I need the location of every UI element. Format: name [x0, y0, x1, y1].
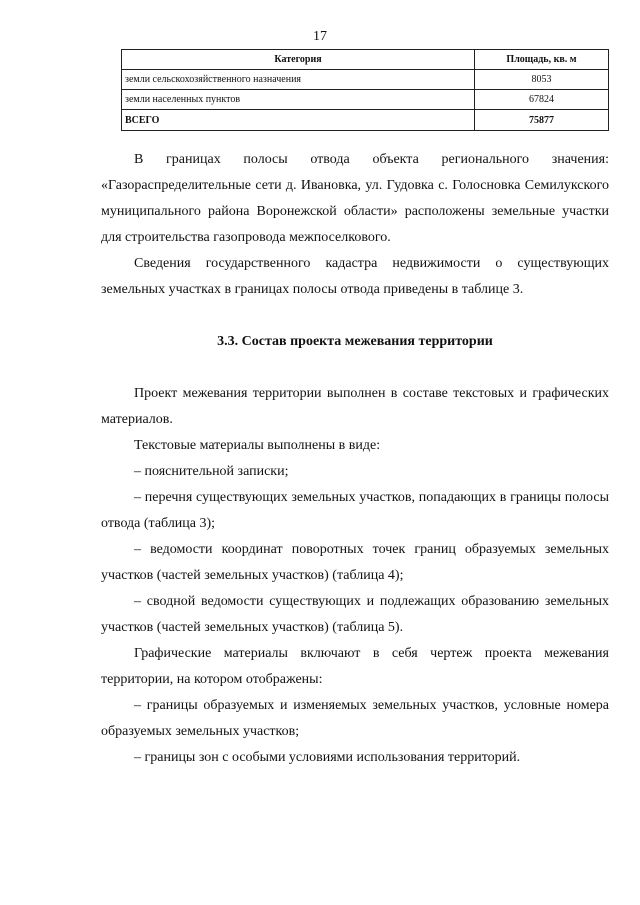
table-total-row — [122, 110, 609, 131]
list-item: – пояснительной записки; — [134, 464, 289, 479]
table-cell-category: земли населенных пунктов — [122, 90, 475, 110]
paragraph-boundaries: В границах полосы отвода объекта регионального значения: «Газораспределительные сети д. Ивановка, ул. Гудовка с. Голосновка Семилукского муниципального района Воронежской области» расположены земельные участки для строительства газопровода межпоселкового. — [101, 152, 609, 245]
list-item: – перечня существующих земельных участков, попадающих в границы полосы отвода (таблица 3); — [101, 490, 609, 531]
column-header-category: Категория — [122, 50, 475, 70]
table-header-row — [122, 50, 609, 70]
list-item: – границы образуемых и изменяемых земельных участков, условные номера образуемых земельных участков; — [101, 698, 609, 739]
table-cell-area: 67824 — [475, 90, 609, 110]
column-header-area: Площадь, кв. м — [475, 50, 609, 70]
page-number: 17 — [313, 29, 327, 44]
table-cell-area: 8053 — [475, 70, 609, 90]
document-body — [101, 147, 609, 771]
table-total-label: ВСЕГО — [122, 110, 475, 131]
table-cell-category: земли сельскохозяйственного назначения — [122, 70, 475, 90]
list-item: – сводной ведомости существующих и подлежащих образованию земельных участков (частей земельных участков) (таблица 5). — [101, 594, 609, 635]
section-heading: 3.3. Состав проекта межевания территории — [217, 334, 493, 349]
list-item: – границы зон с особыми условиями использования территорий. — [134, 750, 521, 765]
table-total-value: 75877 — [475, 110, 609, 131]
table-row — [122, 70, 609, 90]
paragraph-cadastre: Сведения государственного кадастра недвижимости о существующих земельных участках в границах полосы отвода приведены в таблице 3. — [101, 256, 609, 297]
land-area-table — [121, 49, 609, 131]
list-item: – ведомости координат поворотных точек границ образуемых земельных участков (частей земельных участков) (таблица 4); — [101, 542, 609, 583]
paragraph-text-materials: Текстовые материалы выполнены в виде: — [134, 438, 381, 453]
paragraph-project-composition: Проект межевания территории выполнен в составе текстовых и графических материалов. — [101, 386, 609, 427]
table-row — [122, 90, 609, 110]
paragraph-graphic-materials: Графические материалы включают в себя чертеж проекта межевания территории, на котором отображены: — [101, 646, 609, 687]
